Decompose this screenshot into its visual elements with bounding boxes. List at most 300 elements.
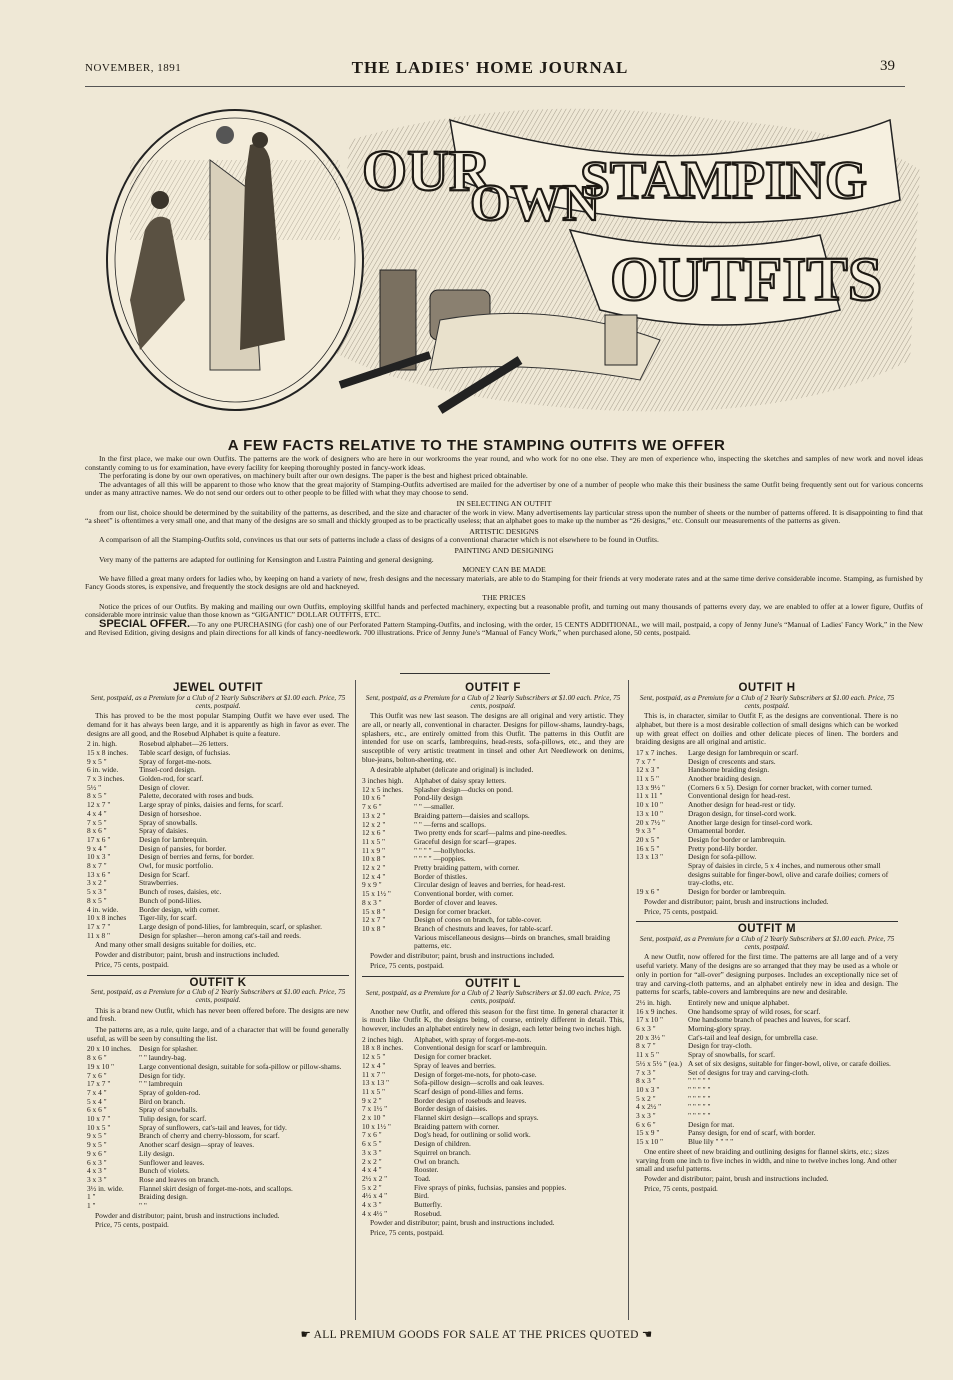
pattern-description: Bunch of pond-lilies. xyxy=(139,895,202,905)
outfit-jewel xyxy=(87,684,349,970)
pattern-description: Design of horseshoe. xyxy=(139,808,202,818)
pattern-item xyxy=(87,1193,349,1202)
special-offer-label: SPECIAL OFFER. xyxy=(99,617,191,630)
pattern-description: Lily design. xyxy=(139,1148,175,1158)
section-heading: ARTISTIC DESIGNS xyxy=(469,526,539,536)
outfit-f xyxy=(362,684,624,971)
pattern-size: 12 x 5 inches. xyxy=(362,784,404,794)
pattern-description: Border of thistles. xyxy=(414,871,468,881)
pattern-item xyxy=(636,888,898,897)
outfit-note: Powder and distributor; paint, brush and instructions included. xyxy=(95,1210,280,1220)
pattern-description: " " lambrequin xyxy=(139,1079,183,1089)
pattern-description: Large spray of pinks, daisies and ferns, for scarf. xyxy=(139,800,284,810)
pattern-description: " " laundry-bag. xyxy=(139,1053,187,1063)
column-3 xyxy=(636,682,898,1197)
pattern-description: Ornamental border. xyxy=(688,826,746,836)
pattern-size: 8 x 5 " xyxy=(87,895,107,905)
pattern-size: 6 x 5 " xyxy=(362,1139,382,1149)
pattern-description: Flannel skirt design—scallops and sprays. xyxy=(414,1113,539,1123)
pattern-size: 12 x 7 " xyxy=(87,800,111,810)
pattern-description: Flannel skirt design of forget-me-nots, and scallops. xyxy=(139,1183,293,1193)
pattern-list xyxy=(636,999,898,1147)
pattern-item xyxy=(636,836,898,845)
pattern-size: 7 x 5 " xyxy=(87,817,107,827)
section-divider xyxy=(400,673,550,674)
outfit-price: Price, 75 cents, postpaid. xyxy=(644,906,718,916)
pattern-description: Set of designs for tray and carving-cloth. xyxy=(688,1067,809,1077)
pattern-size: 12 x 6 " xyxy=(362,828,386,838)
pattern-size: 9 x 5 " xyxy=(87,1140,107,1150)
pattern-item xyxy=(636,1034,898,1043)
pattern-size: 2 x 2 " xyxy=(362,1156,382,1166)
pattern-size: 17 x 6 " xyxy=(87,834,111,844)
pattern-size: 10 x 7 " xyxy=(87,1114,111,1124)
pattern-description: (Corners 6 x 5). Design for corner bracket, with corner turned. xyxy=(688,782,873,792)
pattern-description: Design for border or lambrequin. xyxy=(688,887,786,897)
pattern-item xyxy=(87,775,349,784)
pattern-item xyxy=(362,1097,624,1106)
pattern-size: 4 in. wide. xyxy=(87,904,119,914)
facts-paragraph: In the first place, we make our own Outfits. The patterns are the work of designers who are here in our workrooms the year round, and who work for no one else. They are men of experience who, inspecting the sketches and samples of new work and novel ideas constantly coming to us for examination, have every facility for keeping thoroughly posted in fancy-work ideas. xyxy=(85,454,923,472)
pattern-description: Rosebud alphabet—26 letters. xyxy=(139,739,229,749)
pattern-size: 11 x 11 " xyxy=(636,791,663,801)
pattern-description: Scarf design of pond-lilies and ferns. xyxy=(414,1086,524,1096)
pattern-description: Blue lily " " " " xyxy=(688,1137,734,1147)
pattern-size: 8 x 3 " xyxy=(636,1076,656,1086)
section-heading: MONEY CAN BE MADE xyxy=(462,565,546,575)
pattern-size: 10 x 3 " xyxy=(87,852,111,862)
pattern-description: Bunch of violets. xyxy=(139,1166,190,1176)
pattern-size: 17 x 7 " xyxy=(87,921,111,931)
outfit-premium-note: Sent, postpaid, as a Premium for a Club of 2 Yearly Subscribers at $1.00 each. Price, 75 cents, postpaid. xyxy=(639,934,895,952)
pattern-item xyxy=(87,888,349,897)
pattern-description: Design for sofa-pillow. xyxy=(688,852,757,862)
pattern-size: 8 x 6 " xyxy=(87,1053,107,1063)
pattern-description: Conventional border, with corner. xyxy=(414,889,514,899)
pattern-item xyxy=(362,1131,624,1140)
pattern-item xyxy=(87,871,349,880)
outfit-price: Price, 75 cents, postpaid. xyxy=(95,1220,169,1230)
pattern-description: Spray of daisies in circle, 5 x 4 inches, and numerous other small designs suitable for finger-bowl, olive and carafe doilies; corners of tray-cloths, etc. xyxy=(688,861,889,888)
pattern-description: Sunflower and leaves. xyxy=(139,1157,205,1167)
facts-paragraph: The advantages of all this will be apparent to those who know that the great majority of Stamping-Outfits advertised are mailed for the advertiser by one of a number of people who make this their business the same Outfit being frequently sent out for various concerns under as many attractive names. We do not send our orders out to other people to be filled with what they may choose to send. xyxy=(85,479,923,498)
pattern-size: 10 x 6 " xyxy=(362,793,386,803)
special-offer-text: —To any one PURCHASING (for cash) one of our Perforated Pattern Stamping-Outfits, and inclosing, with the order, 15 CENTS ADDITIONAL, we will mail, postpaid, a copy of Jenny June's “Manual of Ladies' Fancy Work,” in the New and Revised Edition, giving designs and plain directions for all kinds of fancy-needlework. 700 illustrations. Price of Jenny June's “Manual of Fancy Work,” when purchased alone, 50 cents, postpaid. xyxy=(85,619,923,638)
pattern-description: Design for lambrequin. xyxy=(139,834,208,844)
pattern-item xyxy=(87,1106,349,1115)
pattern-list xyxy=(362,1036,624,1219)
pattern-size: 10 x 8 " xyxy=(362,854,386,864)
pattern-size: 8 x 7 " xyxy=(636,1041,656,1051)
pattern-description: Design of crescents and stars. xyxy=(688,756,776,766)
pattern-size: 13 x 13 " xyxy=(362,1078,390,1088)
pattern-size: 10 x 10 " xyxy=(636,800,664,810)
pattern-item xyxy=(362,899,624,908)
pattern-size: 6 x 6 " xyxy=(636,1119,656,1129)
facts-paragraph: from our list, choice should be determined by the suitability of the patterns, as described, and the size and character of the work in view. Many advertisements lay particular stress upon the number of sheets or the number of patterns offered. It is disappointing to find that “a sheet” is oftentimes a very small one, and that many of the designs are so small and thickly grouped as to be practically useless; that an alphabet goes to make up the number as “26 designs,” etc. Consult our measurements of the patterns as given. xyxy=(85,507,923,526)
pattern-item xyxy=(362,1044,624,1053)
outfit-note: Powder and distributor; paint, brush and instructions included. xyxy=(370,1218,555,1228)
pattern-item xyxy=(362,847,624,856)
pattern-description: Design for splasher. xyxy=(139,1044,198,1054)
pattern-size: 4½ x 4 " xyxy=(362,1191,388,1201)
pattern-size: 7 x 6 " xyxy=(87,1070,107,1080)
pattern-description: Pretty braiding pattern, with corner. xyxy=(414,863,520,873)
pattern-description: Butterfly. xyxy=(414,1200,443,1210)
pattern-size: 11 x 5 " xyxy=(636,1050,660,1060)
pattern-description: Border design of rosebuds and leaves. xyxy=(414,1095,527,1105)
pattern-description: Circular design of leaves and berries, for head-rest. xyxy=(414,880,566,890)
pattern-description: Spray of leaves and berries. xyxy=(414,1060,496,1070)
column-1 xyxy=(87,682,349,1234)
outfit-premium-note: Sent, postpaid, as a Premium for a Club of 2 Yearly Subscribers at $1.00 each. Price, 75 cents, postpaid. xyxy=(365,693,621,710)
pattern-description: Spray of daisies. xyxy=(139,826,189,836)
pattern-size: 7 x 7 " xyxy=(636,756,656,766)
pattern-description: Spray of snowballs, for scarf. xyxy=(688,1050,776,1060)
pattern-description: Design of forget-me-nots, for photo-case. xyxy=(414,1069,537,1079)
pattern-size: 20 x 3½ " xyxy=(636,1032,665,1042)
outfit-description: This is, in character, similar to Outfit F, as the designs are conventional. There is no alphabet, but there is a most desirable collection of small designs which can be worked up with great effect on doilies and other delicate pieces of linen. The borders and braiding designs are all original and artistic. xyxy=(636,711,898,747)
pattern-description: Handsome braiding design. xyxy=(688,765,770,775)
pattern-item xyxy=(362,1210,624,1219)
pattern-size: 10 x 8 " xyxy=(362,923,386,933)
outfit-price: Price, 75 cents, postpaid. xyxy=(370,960,444,970)
pattern-description: Tinsel-cord design. xyxy=(139,765,196,775)
pattern-description: Owl on branch. xyxy=(414,1156,460,1166)
pattern-description: Golden-rod, for scarf. xyxy=(139,774,204,784)
pattern-item xyxy=(87,801,349,810)
pattern-item xyxy=(87,1089,349,1098)
outfit-price: Price, 75 cents, postpaid. xyxy=(644,1183,718,1193)
banner-word-outfits: OUTFITS xyxy=(610,246,883,314)
pattern-description: Morning-glory spray. xyxy=(688,1024,752,1034)
pattern-description: One handsome spray of wild roses, for scarf. xyxy=(688,1006,821,1016)
pattern-size: 12 x 3 " xyxy=(636,765,660,775)
outfit-title: OUTFIT K xyxy=(189,976,247,989)
special-offer xyxy=(85,617,923,638)
pattern-description: Spray of snowballs. xyxy=(139,817,198,827)
pattern-size: 20 x 10 inches. xyxy=(87,1044,132,1054)
pattern-size: 7 x 3 inches. xyxy=(87,774,125,784)
pattern-item xyxy=(362,1140,624,1149)
banner-word-own: OWN xyxy=(470,175,600,232)
pattern-list xyxy=(87,740,349,940)
pattern-description: Spray of snowballs. xyxy=(139,1105,198,1115)
outfit-premium-note: Sent, postpaid, as a Premium for a Club of 2 Yearly Subscribers at $1.00 each. Price, 75 cents, postpaid. xyxy=(365,989,621,1006)
outfit-separator xyxy=(87,975,349,976)
pattern-item xyxy=(87,1098,349,1107)
pattern-size: 4 x 2½ " xyxy=(636,1102,662,1112)
pattern-size: 11 x 8 " xyxy=(87,930,111,940)
pattern-item xyxy=(362,786,624,795)
section-heading: PAINTING AND DESIGNING xyxy=(454,545,554,555)
pattern-size: 12 x 7 " xyxy=(362,915,386,925)
pattern-size: 3 x 3 " xyxy=(636,1111,656,1121)
pattern-size: 19 x 10 " xyxy=(87,1061,115,1071)
banner-illustration xyxy=(100,100,930,430)
pattern-description: Five sprays of pinks, fuchsias, pansies and poppies. xyxy=(414,1182,567,1192)
pattern-item xyxy=(636,1069,898,1078)
pattern-size: 13 x 9½ " xyxy=(636,782,665,792)
pattern-list xyxy=(87,1045,349,1210)
pattern-item xyxy=(636,1129,898,1138)
pattern-size: 4 x 4 " xyxy=(87,808,107,818)
pattern-size: 1 " xyxy=(87,1201,96,1211)
pattern-description: Design of berries and ferns, for border. xyxy=(139,852,254,862)
pattern-description: One handsome branch of peaches and leaves, for scarf. xyxy=(688,1015,851,1025)
pattern-description: A set of six designs, suitable for finger-bowl, olive, or carafe doilies. xyxy=(688,1058,891,1068)
pattern-item xyxy=(362,1166,624,1175)
pattern-description: " " " " " xyxy=(688,1084,711,1094)
pattern-size: 6 x 3 " xyxy=(87,1157,107,1167)
outfit-note: And many other small designs suitable for doilies, etc. xyxy=(95,940,256,950)
pattern-description: Spray of sunflowers, cat's-tail and leaves, for tidy. xyxy=(139,1122,287,1132)
pattern-size: 3 x 3 " xyxy=(362,1147,382,1157)
pattern-description: Design of clover. xyxy=(139,782,190,792)
outfit-premium-note: Sent, postpaid, as a Premium for a Club of 2 Yearly Subscribers at $1.00 each. Price, 75 cents, postpaid. xyxy=(639,693,895,710)
pattern-item xyxy=(362,1158,624,1167)
pattern-size: 13 x 2 " xyxy=(362,810,386,820)
outfit-note: Powder and distributor; paint, brush and instructions included. xyxy=(370,951,555,961)
pattern-description: Border design, with corner. xyxy=(139,904,220,914)
pattern-description: Braiding pattern—daisies and scallops. xyxy=(414,810,530,820)
pattern-item xyxy=(636,845,898,854)
pattern-description: Strawberries. xyxy=(139,878,179,888)
pattern-size: 20 x 7½ " xyxy=(636,817,665,827)
pattern-size: 8 x 6 " xyxy=(87,826,107,836)
pattern-size: 2½ in. high. xyxy=(636,997,672,1007)
column-rule xyxy=(628,680,629,1320)
issue-date: NOVEMBER, 1891 xyxy=(85,62,182,74)
outfit-title: OUTFIT L xyxy=(465,977,521,990)
pattern-size: 2 x 10 " xyxy=(362,1113,386,1123)
pattern-item xyxy=(362,1192,624,1201)
pattern-item xyxy=(87,758,349,767)
pattern-item xyxy=(362,794,624,803)
pattern-description: " " —smaller. xyxy=(414,802,455,812)
outfit-description: This has proved to be the most popular Stamping Outfit we have ever used. The demand for it has always been large, and it is apparently as high in favor as ever. The designs are all good, and the Rosebud Alphabet is quite a feature. xyxy=(87,711,349,738)
pattern-description: Design for border or lambrequin. xyxy=(688,834,786,844)
pattern-size: 10 x 5 " xyxy=(87,1122,111,1132)
pattern-size: 5 x 4 " xyxy=(87,1096,107,1106)
pattern-size: 5 x 2 " xyxy=(636,1093,656,1103)
pattern-list xyxy=(636,749,898,897)
pattern-size: 5 x 3 " xyxy=(87,887,107,897)
outfit-title: OUTFIT M xyxy=(737,923,797,936)
pattern-item xyxy=(87,810,349,819)
pattern-description: Design for splasher—heron among cat's-tail and reeds. xyxy=(139,930,302,940)
pattern-size: 9 x 5 " xyxy=(87,756,107,766)
facts-paragraph: Very many of the patterns are adapted for outlining for Kensington and Lustra Painting and general designing. xyxy=(99,554,434,564)
pattern-item xyxy=(87,827,349,836)
pattern-size: 6 x 6 " xyxy=(87,1105,107,1115)
pattern-description: Braiding pattern with corner. xyxy=(414,1121,500,1131)
pattern-item xyxy=(362,1201,624,1210)
pattern-size: 3 x 3 " xyxy=(87,1174,107,1184)
pattern-size: 9 x 4 " xyxy=(87,843,107,853)
outfit-title: JEWEL OUTFIT xyxy=(172,682,264,694)
outfit-separator xyxy=(362,976,624,977)
pattern-item xyxy=(636,1138,898,1147)
pattern-description: " " " " " xyxy=(688,1102,711,1112)
pattern-size: 18 x 8 inches. xyxy=(362,1043,404,1053)
pattern-description: Bird. xyxy=(414,1191,429,1201)
outfit-description: The patterns are, as a rule, quite large, and of a character that will be found generally useful, as will be seen by consulting the list. xyxy=(87,1025,349,1043)
pattern-size: 3 x 2 " xyxy=(87,878,107,888)
pattern-size: 16 x 5 " xyxy=(636,843,660,853)
outfit-price: Price, 75 cents, postpaid. xyxy=(95,959,169,969)
pattern-item xyxy=(87,766,349,775)
pattern-description: Graceful design for scarf—grapes. xyxy=(414,836,517,846)
pattern-item xyxy=(362,838,624,847)
column-2 xyxy=(362,682,624,1242)
pattern-description: Conventional design for scarf or lambrequin. xyxy=(414,1043,547,1053)
pattern-item xyxy=(636,1086,898,1095)
outfit-premium-note: Sent, postpaid, as a Premium for a Club of 2 Yearly Subscribers at $1.00 each. Price, 75 cents, postpaid. xyxy=(90,988,346,1005)
pattern-description: Design for corner bracket. xyxy=(414,906,492,916)
outfit-note: Powder and distributor; paint, brush and instructions included. xyxy=(644,896,829,906)
facts-paragraph: We have filled a great many orders for ladies who, by keeping on hand a variety of new, fresh designs and the necessary materials, are able to do Stamping for their friends at very moderate rates and at the same time derive considerable income. Stamping, as furnished by Fancy Goods stores, is expensive, and frequently the stock designs are old and hackneyed. xyxy=(85,573,923,592)
pattern-description: Design of children. xyxy=(414,1139,471,1149)
pattern-description: Owl, for music portfolio. xyxy=(139,861,214,871)
section-heading: IN SELECTING AN OUTFIT xyxy=(456,498,552,508)
pattern-description: Large design of pond-lilies, for lambrequin, scarf, or splasher. xyxy=(139,921,322,931)
pattern-size: 2 in. high. xyxy=(87,739,117,749)
pattern-item xyxy=(636,862,898,888)
pattern-size: 9 x 6 " xyxy=(87,1148,107,1158)
pattern-size: 5½ " xyxy=(87,782,102,792)
pattern-description: Border design of daisies. xyxy=(414,1104,488,1114)
pattern-description: " " " " " xyxy=(688,1093,711,1103)
pattern-item xyxy=(636,1016,898,1025)
pattern-description: Design for tidy. xyxy=(139,1070,186,1080)
pattern-description: Design for mat. xyxy=(688,1119,735,1129)
pattern-size: 4 x 3 " xyxy=(87,1166,107,1176)
pattern-description: Table scarf design, of fuchsias. xyxy=(139,747,231,757)
pattern-size: 9 x 9 " xyxy=(362,880,382,890)
pattern-description: Conventional design for head-rest. xyxy=(688,791,791,801)
pattern-description: Design for tray-cloth. xyxy=(688,1041,752,1051)
pattern-size: 7 x 6 " xyxy=(362,802,382,812)
pattern-description: Alphabet, with spray of forget-me-nots. xyxy=(414,1034,532,1044)
pattern-size: 7 x 6 " xyxy=(362,1130,382,1140)
powder-bottle xyxy=(380,270,416,370)
pattern-size: 11 x 5 " xyxy=(636,774,660,784)
pattern-size: 11 x 5 " xyxy=(362,1086,386,1096)
pattern-item xyxy=(636,1077,898,1086)
pattern-description: Alphabet of daisy spray letters. xyxy=(414,776,507,786)
outfit-price: Price, 75 cents, postpaid. xyxy=(370,1228,444,1238)
pattern-size: 4 x 4½ " xyxy=(362,1208,388,1218)
pattern-item xyxy=(636,766,898,775)
pattern-size: 13 x 6 " xyxy=(87,869,111,879)
pattern-size: 6 x 3 " xyxy=(636,1024,656,1034)
pattern-description: " " " " " xyxy=(688,1111,711,1121)
pattern-size: 17 x 7 " xyxy=(87,1079,111,1089)
pattern-size: 15 x 1½ " xyxy=(362,889,391,899)
pattern-description: Squirrel on branch. xyxy=(414,1147,471,1157)
pattern-description: Palette, decorated with roses and buds. xyxy=(139,791,254,801)
pattern-size xyxy=(636,862,688,888)
pattern-size: 16 x 9 inches. xyxy=(636,1006,678,1016)
pattern-item xyxy=(87,1185,349,1194)
outfit-description: A desirable alphabet (delicate and original) is included. xyxy=(370,765,534,775)
tin-cup xyxy=(605,315,637,365)
pattern-description: Tiger-lily, for scarf. xyxy=(139,913,197,923)
pattern-description: Bunch of roses, daisies, etc. xyxy=(139,887,222,897)
facts-paragraph: A comparison of all the Stamping-Outfits sold, convinces us that our sets of patterns include a class of designs of a conventional character which is not elsewhere to be found in Outfits. xyxy=(99,535,659,545)
pattern-size: 3 inches high. xyxy=(362,776,404,786)
pattern-description: Cat's-tail and leaf design, for umbrella case. xyxy=(688,1032,818,1042)
pattern-size: 6 in. wide. xyxy=(87,765,119,775)
pattern-description: Another large design for tinsel-cord work. xyxy=(688,817,813,827)
stamping-outfits-illustration xyxy=(100,100,930,430)
pattern-size: 15 x 9 " xyxy=(636,1128,660,1138)
outfit-description: This Outfit was new last season. The designs are all original and very artistic. They are all, or nearly all, conventional in character. Designs for pillow-shams, laundry-bags, splashers, etc., are entirely omitted from this Outfit. The patterns in this Outfit are intended for use on scarfs, lambrequins, head-rests, sofa-pillows, etc., and they are susceptible of very artistic treatment in tinsel and other Art Needlework on denims, blue-jeans, bolton-sheeting, etc. xyxy=(362,711,624,764)
pattern-description: Sofa-pillow design—scrolls and oak leaves. xyxy=(414,1078,544,1088)
pattern-size: 17 x 7 inches. xyxy=(636,747,678,757)
pattern-size: 9 x 2 " xyxy=(362,1095,382,1105)
pattern-description: Bird on branch. xyxy=(139,1096,186,1106)
pattern-description: Spray of forget-me-nots. xyxy=(139,756,212,766)
pattern-size: 10 x 1½ " xyxy=(362,1121,391,1131)
pattern-description: Spray of golden-rod. xyxy=(139,1087,201,1097)
pattern-size: 7 x 4 " xyxy=(87,1087,107,1097)
pattern-item xyxy=(87,862,349,871)
pattern-description: Pansy design, for end of scarf, with border. xyxy=(688,1128,816,1138)
pattern-description: Entirely new and unique alphabet. xyxy=(688,997,790,1007)
outfit-m xyxy=(636,925,898,1193)
pattern-item xyxy=(87,1080,349,1089)
outfit-description: A new Outfit, now offered for the first time. The patterns are all large and of a very useful variety. Many of the designs are so arranged that they may be used as a whole or only in portion for “all-over” designing purposes. Includes an exceptionally nice set of tray and carving-cloth patterns, and an alphabet entirely new in idea and design. The patterns for scarfs, table-covers and lambrequins are new and desirable. xyxy=(636,952,898,997)
pattern-item xyxy=(362,1184,624,1193)
facts-paragraph: The perforating is done by our own operatives, on machinery built after our own designs. The paper is the best and highest priced obtainable. xyxy=(99,471,528,481)
pattern-item xyxy=(636,1095,898,1104)
pattern-description: Another braiding design. xyxy=(688,774,762,784)
pattern-size: 8 x 5 " xyxy=(87,791,107,801)
pattern-size: 12 x 2 " xyxy=(362,863,386,873)
banner-word-our: OUR xyxy=(362,138,491,203)
pattern-size: 12 x 4 " xyxy=(362,871,386,881)
pattern-item xyxy=(87,1045,349,1054)
pattern-item xyxy=(636,1103,898,1112)
pattern-description: Branch of chestnuts and leaves, for table-scarf. xyxy=(414,923,553,933)
pattern-description: Dog's head, for outlining or solid work. xyxy=(414,1130,531,1140)
column-rule xyxy=(355,680,356,1320)
pattern-size: 15 x 10 " xyxy=(636,1137,664,1147)
pattern-size: 11 x 9 " xyxy=(362,845,386,855)
banner-word-stamping: STAMPING xyxy=(580,150,868,210)
facts-section xyxy=(85,455,923,638)
pattern-description: Border of clover and leaves. xyxy=(414,897,498,907)
pattern-description: Rosebud. xyxy=(414,1208,442,1218)
pattern-description: Design of cones on branch, for table-cover. xyxy=(414,915,542,925)
facts-paragraph: Notice the prices of our Outfits. By making and mailing our own Outfits, employing skillful hands and perfected machinery, expecting but a reasonable profit, and turning out many thousands of patterns every day, we are enabled to offer at a lower figure, Outfits of considerable more intrinsic value than those known as “GIGANTIC” DOLLAR OUTFITS, ETC. xyxy=(85,601,923,620)
pattern-size xyxy=(362,934,414,951)
pattern-description: Another design for head-rest or tidy. xyxy=(688,800,796,810)
outfit-note: Powder and distributor; paint, brush and instructions included. xyxy=(644,1173,829,1183)
pattern-size: 1 " xyxy=(87,1192,96,1202)
outfit-l xyxy=(362,977,624,1238)
pattern-item xyxy=(87,906,349,915)
pattern-size: 2½ x 2 " xyxy=(362,1173,388,1183)
pattern-description: Tulip design, for scarf. xyxy=(139,1114,207,1124)
pattern-item xyxy=(362,864,624,873)
pattern-size: 5 x 2 " xyxy=(362,1182,382,1192)
pattern-item xyxy=(362,1149,624,1158)
facts-heading: A FEW FACTS RELATIVE TO THE STAMPING OUTFITS WE OFFER xyxy=(227,437,726,454)
outfit-separator xyxy=(636,921,898,922)
